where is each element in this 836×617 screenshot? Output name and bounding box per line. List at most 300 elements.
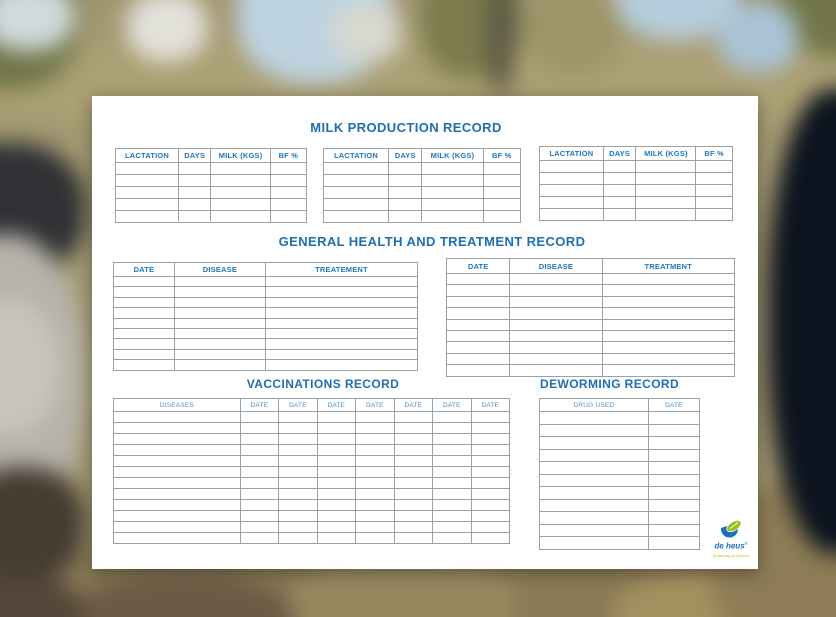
empty-cell	[279, 456, 317, 467]
empty-cell	[356, 412, 394, 423]
empty-cell	[471, 412, 509, 423]
column-header-treatment: TREATEMENT	[265, 263, 417, 277]
empty-cell	[602, 308, 734, 319]
empty-row	[447, 330, 735, 341]
empty-row	[114, 511, 510, 522]
empty-row	[540, 185, 733, 197]
empty-cell	[114, 511, 241, 522]
empty-cell	[174, 349, 265, 359]
empty-cell	[394, 467, 432, 478]
empty-cell	[240, 500, 278, 511]
empty-cell	[540, 449, 649, 462]
empty-cell	[114, 287, 175, 297]
header-row	[324, 149, 521, 163]
empty-cell	[603, 173, 636, 185]
empty-cell	[240, 423, 278, 434]
empty-cell	[602, 274, 734, 285]
empty-cell	[116, 187, 179, 199]
empty-cell	[279, 500, 317, 511]
header-row	[114, 263, 418, 277]
empty-cell	[447, 274, 510, 285]
empty-cell	[265, 318, 417, 328]
empty-cell	[324, 211, 389, 223]
empty-cell	[433, 522, 471, 533]
empty-cell	[114, 412, 241, 423]
empty-cell	[696, 209, 733, 221]
empty-cell	[174, 297, 265, 307]
empty-row	[447, 342, 735, 353]
empty-cell	[447, 330, 510, 341]
empty-cell	[317, 489, 355, 500]
empty-row	[540, 512, 700, 525]
empty-cell	[422, 211, 483, 223]
empty-cell	[116, 211, 179, 223]
empty-row	[447, 296, 735, 307]
empty-cell	[433, 412, 471, 423]
empty-row	[114, 533, 510, 544]
empty-cell	[447, 342, 510, 353]
empty-cell	[114, 445, 241, 456]
empty-cell	[636, 173, 696, 185]
empty-cell	[471, 434, 509, 445]
empty-row	[116, 175, 307, 187]
empty-cell	[648, 537, 699, 550]
column-header-days: DAYS	[603, 147, 636, 161]
empty-cell	[211, 187, 270, 199]
empty-cell	[317, 456, 355, 467]
empty-row	[114, 308, 418, 318]
empty-cell	[394, 456, 432, 467]
empty-cell	[279, 489, 317, 500]
empty-cell	[394, 434, 432, 445]
empty-cell	[317, 445, 355, 456]
empty-cell	[510, 296, 602, 307]
empty-cell	[471, 467, 509, 478]
empty-cell	[603, 209, 636, 221]
empty-cell	[433, 456, 471, 467]
empty-cell	[211, 199, 270, 211]
empty-cell	[317, 467, 355, 478]
column-header-date: DATE	[433, 399, 471, 412]
empty-cell	[447, 319, 510, 330]
empty-cell	[356, 533, 394, 544]
empty-cell	[648, 412, 699, 425]
empty-row	[540, 161, 733, 173]
empty-cell	[510, 274, 602, 285]
empty-cell	[510, 353, 602, 364]
empty-cell	[114, 277, 175, 287]
empty-cell	[356, 522, 394, 533]
empty-cell	[114, 456, 241, 467]
empty-cell	[279, 522, 317, 533]
empty-cell	[356, 489, 394, 500]
empty-cell	[433, 445, 471, 456]
empty-row	[540, 449, 700, 462]
empty-cell	[114, 434, 241, 445]
empty-cell	[356, 423, 394, 434]
empty-cell	[240, 522, 278, 533]
empty-cell	[265, 328, 417, 338]
empty-cell	[648, 524, 699, 537]
empty-cell	[265, 297, 417, 307]
empty-row	[114, 277, 418, 287]
empty-cell	[636, 209, 696, 221]
empty-cell	[279, 533, 317, 544]
vaccinations-table	[113, 398, 510, 544]
empty-cell	[211, 163, 270, 175]
registered-mark: ®	[744, 541, 748, 546]
empty-cell	[211, 175, 270, 187]
empty-cell	[602, 296, 734, 307]
empty-cell	[279, 511, 317, 522]
empty-cell	[648, 474, 699, 487]
empty-row	[540, 197, 733, 209]
empty-cell	[394, 445, 432, 456]
column-header-disease: DISEASE	[174, 263, 265, 277]
empty-cell	[636, 161, 696, 173]
empty-row	[114, 478, 510, 489]
empty-cell	[174, 339, 265, 349]
empty-row	[114, 339, 418, 349]
empty-cell	[389, 175, 422, 187]
empty-cell	[317, 522, 355, 533]
empty-row	[116, 163, 307, 175]
empty-cell	[174, 360, 265, 370]
header-row	[540, 147, 733, 161]
empty-cell	[265, 277, 417, 287]
background-sky-patch	[717, 2, 798, 72]
empty-row	[540, 209, 733, 221]
empty-cell	[696, 173, 733, 185]
empty-row	[114, 434, 510, 445]
milk-table-2	[323, 148, 521, 223]
empty-cell	[433, 489, 471, 500]
empty-row	[116, 211, 307, 223]
empty-row	[116, 187, 307, 199]
empty-cell	[540, 474, 649, 487]
background-highlight	[126, 0, 207, 62]
empty-cell	[696, 161, 733, 173]
empty-cell	[648, 499, 699, 512]
empty-cell	[179, 175, 211, 187]
empty-cell	[447, 353, 510, 364]
empty-cell	[114, 467, 241, 478]
empty-cell	[324, 187, 389, 199]
empty-cell	[471, 423, 509, 434]
empty-cell	[471, 478, 509, 489]
empty-cell	[433, 423, 471, 434]
empty-cell	[211, 211, 270, 223]
empty-cell	[540, 185, 604, 197]
column-header-date: DATE	[240, 399, 278, 412]
empty-cell	[447, 365, 510, 376]
empty-row	[540, 412, 700, 425]
empty-cell	[174, 287, 265, 297]
empty-row	[114, 467, 510, 478]
empty-cell	[240, 434, 278, 445]
empty-cell	[471, 445, 509, 456]
empty-cell	[422, 199, 483, 211]
empty-cell	[240, 412, 278, 423]
empty-row	[114, 297, 418, 307]
empty-cell	[540, 161, 604, 173]
empty-cell	[114, 423, 241, 434]
milk-table-3	[539, 146, 733, 221]
column-header-treatment: TREATMENT	[602, 259, 734, 274]
empty-row	[447, 274, 735, 285]
empty-cell	[483, 163, 520, 175]
empty-cell	[603, 161, 636, 173]
empty-cell	[510, 365, 602, 376]
empty-cell	[356, 445, 394, 456]
empty-cell	[270, 199, 306, 211]
empty-row	[324, 211, 521, 223]
empty-cell	[447, 296, 510, 307]
empty-cell	[389, 187, 422, 199]
empty-cell	[433, 533, 471, 544]
empty-cell	[389, 211, 422, 223]
empty-cell	[174, 308, 265, 318]
empty-cell	[510, 319, 602, 330]
column-header-lactation: LACTATION	[116, 149, 179, 163]
empty-row	[540, 487, 700, 500]
empty-cell	[394, 533, 432, 544]
empty-row	[447, 353, 735, 364]
column-header-disease: DISEASE	[510, 259, 602, 274]
empty-cell	[240, 456, 278, 467]
empty-cell	[648, 512, 699, 525]
header-row	[540, 399, 700, 412]
empty-cell	[317, 478, 355, 489]
empty-cell	[540, 173, 604, 185]
column-header-bf-percent: BF %	[270, 149, 306, 163]
empty-cell	[510, 330, 602, 341]
empty-cell	[540, 537, 649, 550]
empty-cell	[648, 424, 699, 437]
empty-cell	[356, 511, 394, 522]
empty-cell	[433, 467, 471, 478]
column-header-date: DATE	[394, 399, 432, 412]
empty-cell	[602, 285, 734, 296]
milk-table-1	[115, 148, 307, 223]
background-tree	[528, 0, 620, 73]
empty-row	[114, 412, 510, 423]
empty-cell	[114, 489, 241, 500]
column-header-date: DATE	[279, 399, 317, 412]
empty-cell	[116, 163, 179, 175]
empty-cell	[483, 199, 520, 211]
empty-cell	[471, 489, 509, 500]
empty-cell	[540, 462, 649, 475]
empty-row	[540, 424, 700, 437]
empty-cell	[540, 412, 649, 425]
empty-cell	[265, 287, 417, 297]
empty-cell	[265, 360, 417, 370]
empty-cell	[317, 533, 355, 544]
empty-cell	[174, 277, 265, 287]
empty-row	[114, 328, 418, 338]
empty-cell	[116, 199, 179, 211]
empty-row	[324, 187, 521, 199]
health-record-title: GENERAL HEALTH AND TREATMENT RECORD	[278, 234, 586, 249]
empty-cell	[265, 339, 417, 349]
column-header-date: DATE	[114, 263, 175, 277]
empty-cell	[433, 434, 471, 445]
empty-cell	[648, 437, 699, 450]
empty-cell	[240, 533, 278, 544]
empty-row	[447, 285, 735, 296]
empty-cell	[114, 349, 175, 359]
empty-row	[114, 318, 418, 328]
empty-cell	[270, 163, 306, 175]
column-header-date: DATE	[447, 259, 510, 274]
empty-cell	[540, 424, 649, 437]
empty-row	[116, 199, 307, 211]
empty-cell	[422, 163, 483, 175]
empty-cell	[636, 185, 696, 197]
deheus-logo-tagline: powering progress	[712, 552, 750, 558]
brand-text: de heus	[714, 541, 745, 551]
empty-cell	[114, 297, 175, 307]
empty-cell	[114, 308, 175, 318]
empty-cell	[471, 511, 509, 522]
empty-cell	[114, 339, 175, 349]
empty-cell	[240, 511, 278, 522]
empty-cell	[279, 412, 317, 423]
empty-cell	[279, 478, 317, 489]
empty-row	[447, 319, 735, 330]
empty-cell	[317, 500, 355, 511]
empty-cell	[648, 449, 699, 462]
empty-row	[540, 462, 700, 475]
empty-cell	[471, 500, 509, 511]
column-header-lactation: LACTATION	[540, 147, 604, 161]
empty-cell	[174, 328, 265, 338]
empty-row	[540, 537, 700, 550]
empty-cell	[324, 163, 389, 175]
empty-cell	[279, 467, 317, 478]
column-header-bf-percent: BF %	[483, 149, 520, 163]
empty-cell	[540, 512, 649, 525]
health-table-right	[446, 258, 735, 377]
empty-cell	[116, 175, 179, 187]
empty-row	[447, 308, 735, 319]
empty-cell	[483, 175, 520, 187]
empty-cell	[471, 533, 509, 544]
empty-cell	[240, 489, 278, 500]
header-row	[116, 149, 307, 163]
column-header-days: DAYS	[389, 149, 422, 163]
column-header-date: DATE	[317, 399, 355, 412]
empty-cell	[317, 423, 355, 434]
empty-cell	[696, 197, 733, 209]
empty-cell	[240, 467, 278, 478]
empty-cell	[540, 197, 604, 209]
column-header-drug-used: DRUG USED	[540, 399, 649, 412]
empty-row	[540, 524, 700, 537]
empty-cell	[394, 478, 432, 489]
empty-cell	[317, 434, 355, 445]
empty-cell	[270, 211, 306, 223]
empty-cell	[240, 445, 278, 456]
empty-cell	[270, 187, 306, 199]
empty-cell	[602, 353, 734, 364]
empty-cell	[356, 500, 394, 511]
column-header-date: DATE	[356, 399, 394, 412]
health-table-left	[113, 262, 418, 371]
empty-row	[447, 365, 735, 376]
empty-cell	[114, 533, 241, 544]
empty-cell	[240, 478, 278, 489]
empty-cell	[356, 434, 394, 445]
column-header-milk-kgs: MILK (KGS)	[636, 147, 696, 161]
empty-cell	[510, 342, 602, 353]
empty-cell	[471, 456, 509, 467]
empty-row	[324, 199, 521, 211]
empty-cell	[696, 185, 733, 197]
deheus-logo-icon	[718, 520, 744, 539]
empty-cell	[356, 467, 394, 478]
column-header-date: DATE	[648, 399, 699, 412]
empty-row	[540, 173, 733, 185]
column-header-diseases: DISEASES	[114, 399, 241, 412]
empty-cell	[394, 522, 432, 533]
empty-cell	[356, 456, 394, 467]
deheus-logo	[707, 520, 755, 558]
empty-cell	[317, 412, 355, 423]
empty-cell	[510, 308, 602, 319]
empty-cell	[510, 285, 602, 296]
empty-cell	[447, 308, 510, 319]
column-header-lactation: LACTATION	[324, 149, 389, 163]
empty-cell	[179, 211, 211, 223]
empty-cell	[540, 499, 649, 512]
empty-cell	[324, 199, 389, 211]
empty-row	[540, 437, 700, 450]
empty-cell	[394, 489, 432, 500]
empty-cell	[602, 342, 734, 353]
empty-cell	[174, 318, 265, 328]
empty-cell	[265, 308, 417, 318]
empty-cell	[279, 445, 317, 456]
empty-cell	[447, 285, 510, 296]
vaccinations-record-title: VACCINATIONS RECORD	[246, 377, 400, 391]
empty-cell	[279, 434, 317, 445]
empty-row	[114, 287, 418, 297]
empty-row	[114, 360, 418, 370]
background-highlight	[332, 2, 402, 61]
empty-row	[114, 522, 510, 533]
empty-cell	[179, 199, 211, 211]
empty-row	[114, 349, 418, 359]
empty-cell	[389, 199, 422, 211]
empty-row	[114, 456, 510, 467]
empty-cell	[636, 197, 696, 209]
empty-cell	[394, 423, 432, 434]
empty-cell	[648, 487, 699, 500]
header-row	[114, 399, 510, 412]
empty-cell	[356, 478, 394, 489]
milk-record-title: MILK PRODUCTION RECORD	[310, 120, 502, 135]
deheus-logo-wordmark	[707, 539, 755, 551]
empty-cell	[433, 511, 471, 522]
record-sheet	[92, 96, 758, 569]
empty-cell	[270, 175, 306, 187]
empty-cell	[602, 365, 734, 376]
empty-row	[114, 489, 510, 500]
empty-row	[324, 175, 521, 187]
empty-cell	[394, 511, 432, 522]
